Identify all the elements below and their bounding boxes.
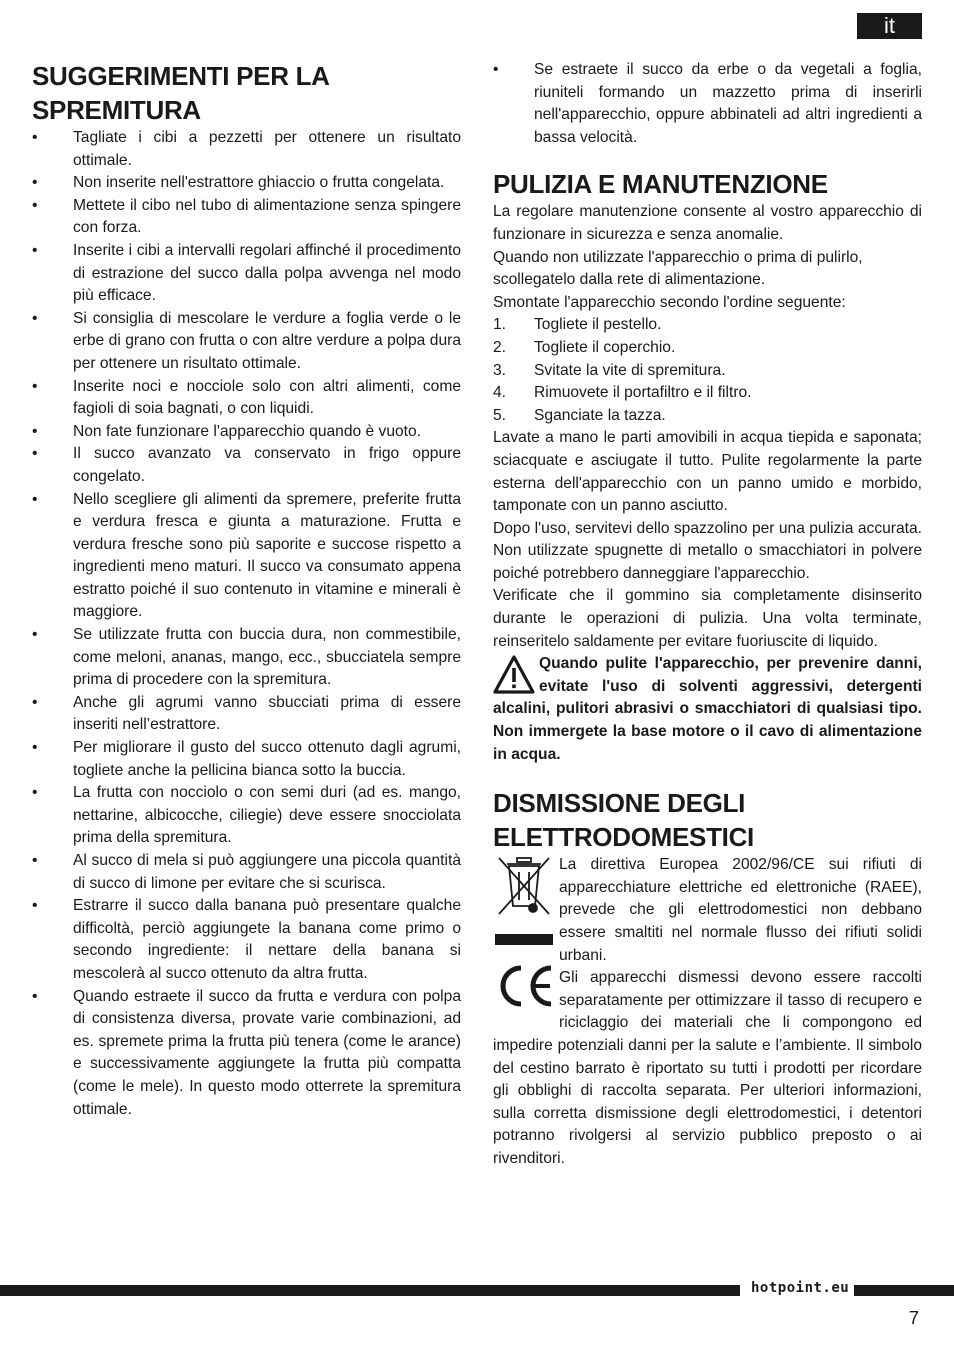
section-title-tips: SUGGERIMENTI PER LA SPREMITURA bbox=[32, 61, 329, 125]
right-column bbox=[493, 59, 922, 1171]
list-item: • Al succo di mela si può aggiungere una piccola quantità di succo di limone per evitare che si scurisca. bbox=[32, 852, 461, 892]
step-item: 5. Sganciate la tazza. bbox=[493, 406, 666, 424]
disposal-section bbox=[493, 854, 922, 1170]
list-item: • Il succo avanzato va conservato in frigo oppure congelato. bbox=[32, 445, 461, 485]
left-column bbox=[32, 59, 461, 1121]
paragraph: Gli apparecchi dismessi devono essere raccolti separatamente per ottimizzare il tasso di recupero e riciclaggio dei materiali che li compongono ed impedire potenziali danni per la salute e l’ambiente. Il simbolo del cestino barrato è riportato su tutti i prodotti per ricordare gli obblighi di raccolta separata. Per ulteriori informazioni, sulla corretta dismissione degli elettrodomestici, i detentori potranno rivolgersi al servizio pubblico preposto o ai rivenditori. bbox=[493, 969, 922, 1167]
paragraph: Lavate a mano le parti amovibili in acqua tiepida e saponata; sciacquate e asciugate il tutto. Pulite regolarmente la parte esterna dell'apparecchio con un panno umido e morbido, tamponate con un panno asciutto. bbox=[493, 429, 922, 515]
tips-list-continued bbox=[493, 59, 922, 149]
paragraph: Smontate l'apparecchio secondo l'ordine seguente: bbox=[493, 293, 846, 311]
list-item: • La frutta con nocciolo o con semi duri (ad es. mango, nettarine, albicocche, ciliegie) deve essere snocciolata prima della spremitura. bbox=[32, 784, 461, 847]
list-item: • Tagliate i cibi a pezzetti per ottenere un risultato ottimale. bbox=[32, 129, 461, 169]
list-item: • Quando estraete il succo da frutta e verdura con polpa di consistenza diversa, provate varie combinazioni, ad es. spremete prima la frutta più tenera (come le arance) e successivamente aggiungete la frutta più compatta (come le mele). In questo modo otterrete la spremitura ottimale. bbox=[32, 987, 461, 1118]
section-title-disposal: DISMISSIONE DEGLI ELETTRODOMESTICI bbox=[493, 788, 754, 853]
warning-note: Quando pulite l'apparecchio, per prevenire danni, evitate l'uso di solventi aggressivi, detergenti alcalini, pulitori abrasivi o smacchiatori di qualsiasi tipo. Non immergete la base motore o il cavo di alimentazione in acqua. bbox=[493, 655, 922, 763]
footer-rule bbox=[854, 1285, 954, 1296]
list-item: • Si consiglia di mescolare le verdure a foglia verde o le erbe di grano con frutta o con altre verdure a polpa dura per ottenere un risultato ottimale. bbox=[32, 309, 461, 372]
language-tag: it bbox=[857, 13, 922, 39]
step-item: 1. Togliete il pestello. bbox=[493, 316, 662, 334]
section-title-cleaning: PULIZIA E MANUTENZIONE bbox=[493, 169, 828, 200]
page-number: 7 bbox=[909, 1308, 920, 1328]
disassembly-steps bbox=[493, 314, 922, 427]
list-item: • Per migliorare il gusto del succo ottenuto dagli agrumi, togliete anche la pellicina bianca sotto la buccia. bbox=[32, 739, 461, 779]
list-item: • Anche gli agrumi vanno sbucciati prima di essere inseriti nell’estrattore. bbox=[32, 693, 461, 734]
step-item: 3. Svitate la vite di spremitura. bbox=[493, 361, 726, 379]
list-item: • Se utilizzate frutta con buccia dura, non commestibile, come meloni, ananas, mango, ecc., sbucciatela sempre prima di procedere con la spremitura. bbox=[32, 626, 461, 689]
list-item: • Nello scegliere gli alimenti da spremere, preferite frutta e verdura fresca e giunta a maturazione. Frutta e verdura fresche sono più saporite e succose rispetto a ingredienti meno maturi. Il succo va consumato appena estratto poiché il suo contenuto in vitamine e minerali è maggiore. bbox=[32, 490, 461, 621]
tips-list bbox=[32, 127, 461, 1121]
footer-rule bbox=[0, 1285, 740, 1296]
paragraph: La direttiva Europea 2002/96/CE sui rifiuti di apparecchiature elettriche ed elettroniche (RAEE), prevede che gli elettrodomestici non debbano essere smaltiti nel normale flusso dei rifiuti solidi urbani. bbox=[559, 856, 922, 964]
list-item: • Mettete il cibo nel tubo di alimentazione senza spingere con forza. bbox=[32, 196, 461, 237]
step-item: 2. Togliete il coperchio. bbox=[493, 338, 676, 356]
crossed-bin-icon bbox=[493, 854, 555, 946]
symbols bbox=[493, 854, 559, 1019]
paragraph: Dopo l'uso, servitevi dello spazzolino per una pulizia accurata. Non utilizzate spugnette di metallo o smacchiatori in polvere poiché potrebbero danneggiare l'apparecchio. bbox=[493, 519, 922, 582]
list-item: • Non fate funzionare l'apparecchio quando è vuoto. bbox=[32, 422, 422, 440]
list-item: • Se estraete il succo da erbe o da vegetali a foglia, riuniteli formando un mazzetto prima di inserirli nell'apparecchio, oppure abbinateli ad altri ingredienti a bassa velocità. bbox=[493, 61, 922, 146]
step-item: 4. Rimuovete il portafiltro e il filtro. bbox=[493, 384, 752, 402]
list-item: • Inserite noci e nocciole solo con altri alimenti, come fagioli di soia bagnati, o con liquidi. bbox=[32, 377, 461, 418]
list-item: • Non inserite nell'estrattore ghiaccio o frutta congelata. bbox=[32, 174, 445, 192]
paragraph: Quando non utilizzate l'apparecchio o prima di pulirlo, scollegatelo dalla rete di alimentazione. bbox=[493, 248, 863, 289]
paragraph: La regolare manutenzione consente al vostro apparecchio di funzionare in sicurezza e senza anomalie. bbox=[493, 203, 922, 243]
cleaning-section bbox=[493, 201, 922, 766]
ce-mark-icon bbox=[493, 960, 555, 1012]
paragraph: Verificate che il gommino sia completamente disinserito durante le operazioni di pulizia. Una volta terminate, reinseritelo saldamente per evitare fuoriuscite di liquido. bbox=[493, 587, 922, 650]
brand-website: hotpoint.eu bbox=[751, 1280, 850, 1296]
list-item: • Inserite i cibi a intervalli regolari affinché il procedimento di estrazione del succo dalla polpa avvenga nel modo più efficace. bbox=[32, 241, 461, 305]
warning-icon bbox=[493, 655, 535, 695]
list-item: • Estrarre il succo dalla banana può presentare qualche difficoltà, perciò aggiungete la banana come primo o secondo ingrediente: il nettare della banana si mescolerà al succo ottenuto da altra frutta. bbox=[32, 897, 461, 982]
